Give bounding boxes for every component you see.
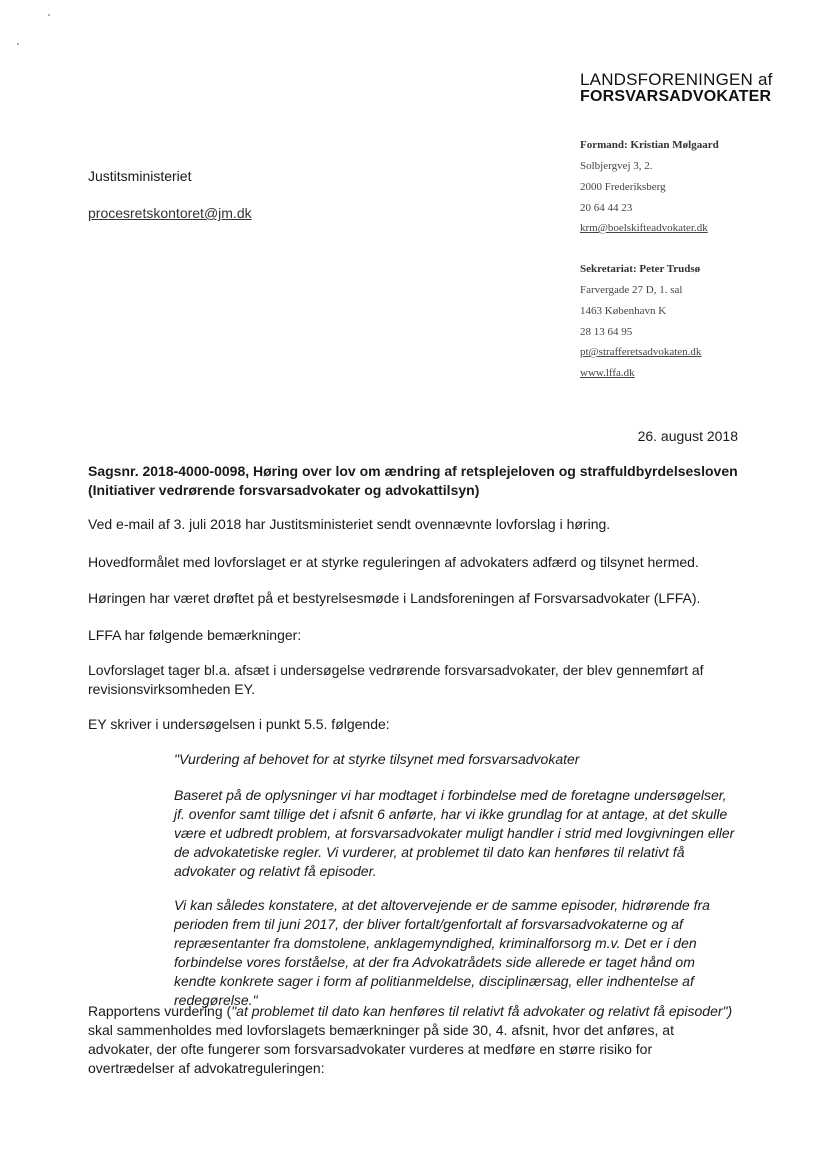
chairman-city: 2000 Frederiksberg [580, 181, 666, 193]
chairman-phone: 20 64 44 23 [580, 202, 633, 214]
body-paragraph: Lovforslaget tager bl.a. afsæt i undersøgelse vedrørende forsvarsadvokater, der blev gennemført af revisionsvirksomheden EY. [88, 662, 704, 697]
letter-date: 26. august 2018 [637, 428, 738, 444]
body-paragraph: Hovedformålet med lovforslaget er at styrke reguleringen af advokaters adfærd og tilsynet hermed. [88, 554, 699, 570]
recipient-name: Justitsministeriet [88, 168, 192, 184]
secretariat-email-link[interactable]: pt@strafferetsadvokaten.dk [580, 346, 702, 358]
body-paragraph: Høringen har været drøftet på et bestyrelsesmøde i Landsforeningen af Forsvarsadvokater (LFFA). [88, 590, 701, 606]
closing-rest: skal sammenholdes med lovforslagets bemærkninger på side 30, 4. afsnit, hvor det anføres, at advokater, der ofte fungerer som forsvarsadvokater vurderes at medføre en større risiko for overtrædelser af advokatreguleringen: [88, 1022, 674, 1076]
closing-quoted-text: "at problemet til dato kan henføres til relativt få advokater og relativt få episoder") [231, 1003, 733, 1019]
body-paragraph: EY skriver i undersøgelsen i punkt 5.5. følgende: [88, 716, 390, 732]
org-name-line1: LANDSFORENINGEN af [580, 70, 773, 89]
scan-speck [17, 43, 19, 45]
secretariat-phone: 28 13 64 95 [580, 326, 633, 338]
body-paragraph: LFFA har følgende bemærkninger: [88, 627, 302, 643]
scan-speck [48, 14, 50, 16]
closing-paragraph [88, 1002, 740, 1078]
chairman-email-link[interactable]: krm@boelskifteadvokater.dk [580, 222, 708, 234]
subject-heading: Sagsnr. 2018-4000-0098, Høring over lov om ændring af retsplejeloven og straffuldbyrdelsesloven (Initiativer vedrørende forsvarsadvokater og advokattilsyn) [88, 463, 738, 498]
chairman-title: Formand: Kristian Mølgaard [580, 139, 719, 151]
secretariat-title: Sekretariat: Peter Trudsø [580, 263, 701, 275]
quote-paragraph: Vi kan således konstatere, at det altovervejende er de samme episoder, hidrørende fra perioden frem til juni 2017, der bliver fortalt/genfortalt af forsvarsadvokaterne og af repræsentanter fra domstolene, anklagemyndighed, kriminalforsorg m.v. Det er i den forbindelse vores forståelse, at der fra Advokatrådets side allerede er taget hånd om kendte konkrete sager i form af politianmeldelse, disciplinærsag, eller indhentelse af redegørelse." [174, 897, 710, 1008]
org-name-line2: FORSVARSADVOKATER [580, 88, 772, 105]
secretariat-city: 1463 København K [580, 305, 667, 317]
quote-heading: "Vurdering af behovet for at styrke tilsynet med forsvarsadvokater [174, 751, 580, 767]
chairman-street: Solbjergvej 3, 2. [580, 160, 653, 172]
secretariat-street: Farvergade 27 D, 1. sal [580, 284, 683, 296]
quote-paragraph: Baseret på de oplysninger vi har modtaget i forbindelse med de foretagne undersøgelser, jf. ovenfor samt tillige det i afsnit 6 anførte, har vi ikke grundlag for at antage, at det skulle være et udbredt problem, at forsvarsadvokater muligt handler i strid med lovgivningen eller de advokatetiske regler. Vi vurderer, at problemet til dato kan henføres til relativt få advokater og relativt få episoder. [174, 787, 735, 879]
recipient-email-link[interactable]: procesretskontoret@jm.dk [88, 205, 252, 221]
body-paragraph: Ved e-mail af 3. juli 2018 har Justitsministeriet sendt ovennævnte lovforslag i høring. [88, 516, 611, 532]
closing-lead: Rapportens vurdering ( [88, 1003, 232, 1019]
secretariat-web-link[interactable]: www.lffa.dk [580, 367, 635, 379]
